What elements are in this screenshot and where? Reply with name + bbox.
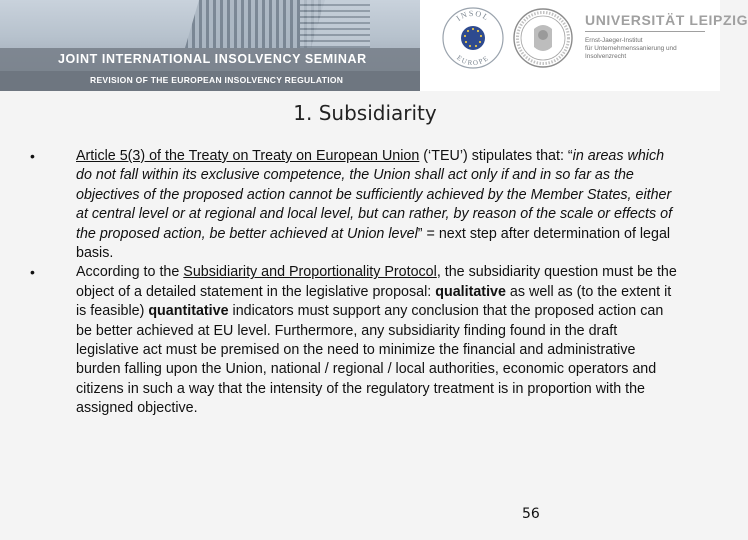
building-photo [0, 0, 420, 91]
bullet-marker: • [30, 148, 35, 164]
emphasis-quantitative: quantitative [148, 303, 229, 320]
bullet-item-protocol [30, 263, 680, 418]
treaty-quotation: in areas which do not fall within its exclusive competence, the Union shall act only if and in so far as the objectives of the proposed action cannot be sufficiently achieved by the Member States, either at central level or at regional and local level, but can rather, by reason of the scale or effects of the proposed action, be better achieved at Union level [76, 148, 673, 242]
university-name: UNIVERSITÄT LEIPZIG [585, 12, 748, 28]
bullet-text-segment: ” = next step after determination of legal basis. [76, 225, 671, 262]
institute-name [585, 37, 713, 61]
slide-title: 1. Subsidiarity [293, 101, 437, 125]
insol-europe-logo [440, 5, 506, 71]
page-number: 56 [522, 506, 540, 522]
bullet-marker: • [30, 264, 35, 281]
building-facade-right [300, 0, 370, 48]
bullet-list [30, 147, 680, 419]
university-divider [585, 31, 705, 32]
bullet-text-segment: , the subsidiarity question must be the object of a detailed statement in the legislative proposal: [76, 264, 677, 300]
insol-logo-bottom-text: EUROPE [455, 53, 491, 68]
protocol-reference-link[interactable]: Subsidiarity and Proportionality Protocol [183, 264, 437, 281]
bullet-text [76, 264, 677, 416]
bullet-text-segment: (‘TEU’) stipulates that: “ [419, 148, 573, 164]
bullet-item-article-5 [30, 147, 680, 263]
bullet-text-segment: indicators must support any conclusion that the proposed action can be better achieved at EU level. Furthermore, any subsidiarity finding found in the draft legislative act must be premised on the need to minimize the financial and administrative burden falling upon the Union, national / regional / local authorities, economic operators and citizens in such a way that the intensity of the regulatory treatment is in proportion with the assigned objective. [76, 303, 664, 417]
institute-line-2: für Unternehmenssanierung und Insolvenzrecht [585, 45, 677, 60]
bullet-text [76, 148, 672, 261]
bullet-text-segment: According to the [76, 264, 184, 281]
institute-line-1: Ernst-Jaeger-Institut [585, 37, 643, 44]
emphasis-qualitative: qualitative [435, 283, 506, 300]
seminar-subtitle: REVISION OF THE EUROPEAN INSOLVENCY REGULATION [90, 75, 344, 85]
bullet-text-segment: as well as (to the extent it is feasible) [76, 283, 672, 320]
seminar-title: JOINT INTERNATIONAL INSOLVENCY SEMINAR [58, 52, 367, 66]
header-banner [0, 0, 748, 91]
treaty-reference-link[interactable]: Article 5(3) of the Treaty on Treaty on European Union [76, 148, 420, 164]
university-seal [512, 7, 574, 69]
insol-logo-top-text: INSOL [454, 8, 492, 23]
